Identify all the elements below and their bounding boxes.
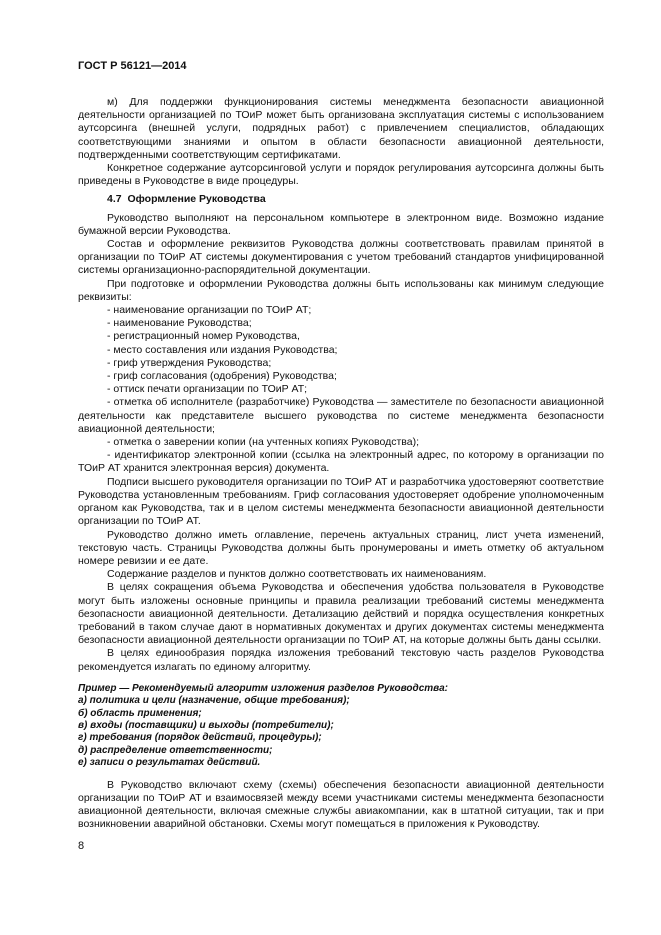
example-item: г) требования (порядок действий, процедуры); <box>78 732 322 744</box>
section-number: 4.7 <box>107 193 122 206</box>
paragraph-uniformity: В целях единообразия порядка изложения требований текстовую часть разделов Руководства рекомендуется излагать по единому алгоритму. <box>78 647 604 673</box>
paragraph-requisites-intro: При подготовке и оформлении Руководства должны быть использованы как минимум следующие реквизиты: <box>78 277 604 303</box>
section-title: Оформление Руководства <box>127 193 266 206</box>
list-item: - гриф согласования (одобрения) Руководства; <box>107 370 337 383</box>
list-item: - наименование организации по ТОиР АТ; <box>107 304 312 317</box>
example-item: в) входы (поставщики) и выходы (потребители); <box>78 719 334 731</box>
example-item: а) политика и цели (назначение, общие требования); <box>78 695 350 707</box>
list-item: - место составления или издания Руководства; <box>107 343 338 356</box>
page-number: 8 <box>78 840 85 852</box>
list-item: - отметка о заверении копии (на учтенных копиях Руководства); <box>107 436 419 449</box>
paragraph-outsourcing-procedure: Конкретное содержание аутсорсинговой услуги и порядок регулирования аутсорсинга должны быть приведены в Руководстве в виде процедуры. <box>78 162 604 188</box>
section-heading <box>78 193 604 206</box>
example-item: д) распределение ответственности; <box>78 744 273 756</box>
paragraph-sections-content: Содержание разделов и пунктов должно соответствовать их наименованиям. <box>107 568 487 581</box>
example-title: Пример — Рекомендуемый алгоритм изложения разделов Руководства: <box>78 682 448 694</box>
example-item: б) область применения; <box>78 707 202 719</box>
list-item: - наименование Руководства; <box>107 317 252 330</box>
document-body <box>78 96 604 831</box>
paragraph-volume-reduction: В целях сокращения объема Руководства и обеспечения удобства пользователя в Руководстве могут быть изложены основные принципы и правила реализации требований системы менеджмента безопасности авиационной деятельности. Детализацию действий и порядка осуществления конкретных требований в таком случае дают в нормативных документах и других документах системы менеджмента безопасности авиационной деятельности организации по ТОиР АТ, на которые должны быть даны ссылки. <box>78 581 604 647</box>
list-item: - отметка об исполнителе (разработчике) Руководства — заместителе по безопасности авиационной деятельности как представителе высшего руководства по системе менеджмента безопасности авиационной деятельности; <box>78 396 604 435</box>
paragraph-signatures: Подписи высшего руководителя организации по ТОиР АТ и разработчика удостоверяют соответствие Руководства установленным требованиям. Гриф согласования удостоверяет одобрение уполномоченным органом как Руководства, так и в целом системы менеджмента безопасности авиационной деятельности организации по ТОиР АТ. <box>78 475 604 528</box>
list-item: - регистрационный номер Руководства, <box>107 330 300 343</box>
list-item: - идентификатор электронной копии (ссылка на электронный адрес, по которому в организации по ТОиР АТ хранится электронная версия) документа. <box>78 449 604 475</box>
paragraph-safety-schemes: В Руководство включают схему (схемы) обеспечения безопасности авиационной деятельности организации по ТОиР АТ и взаимосвязей между всеми участниками системы менеджмента безопасности авиационной деятельности, включая смежные службы авиакомпании, как в штатной ситуации, так и при возникновении аварийной обстановки. Схемы могут помещаться в приложения к Руководству. <box>78 778 604 831</box>
list-item: - гриф утверждения Руководства; <box>107 356 272 369</box>
paragraph-electronic-form: Руководство выполняют на персональном компьютере в электронном виде. Возможно издание бумажной версии Руководства. <box>78 211 604 237</box>
paragraph-requisites-composition: Состав и оформление реквизитов Руководства должны соответствовать правилам принятой в организации по ТОиР АТ системы документирования с учетом требований стандартов унифицированной системы организационно-распорядительной документации. <box>78 238 604 277</box>
requisites-list <box>78 304 604 476</box>
example-item: е) записи о результатах действий. <box>78 757 261 769</box>
paragraph-outsourcing: м) Для поддержки функционирования системы менеджмента безопасности авиационной деятельности организацией по ТОиР может быть организована эксплуатация системы с использованием аутсорсинга (внешней услуги, подрядных работ) с привлечением специалистов, обладающих соответствующими знаниями и опытом в области безопасности авиационной деятельности, подтвержденными соответствующим сертификатами. <box>78 96 604 161</box>
document-code-header: ГОСТ Р 56121—2014 <box>78 60 187 72</box>
example-block <box>78 683 604 770</box>
paragraph-table-of-contents: Руководство должно иметь оглавление, перечень актуальных страниц, лист учета изменений, текстовую часть. Страницы Руководства должны быть пронумерованы и иметь отметку об актуальном номере ревизии и ее дате. <box>78 528 604 567</box>
list-item: - оттиск печати организации по ТОиР АТ; <box>107 383 308 396</box>
